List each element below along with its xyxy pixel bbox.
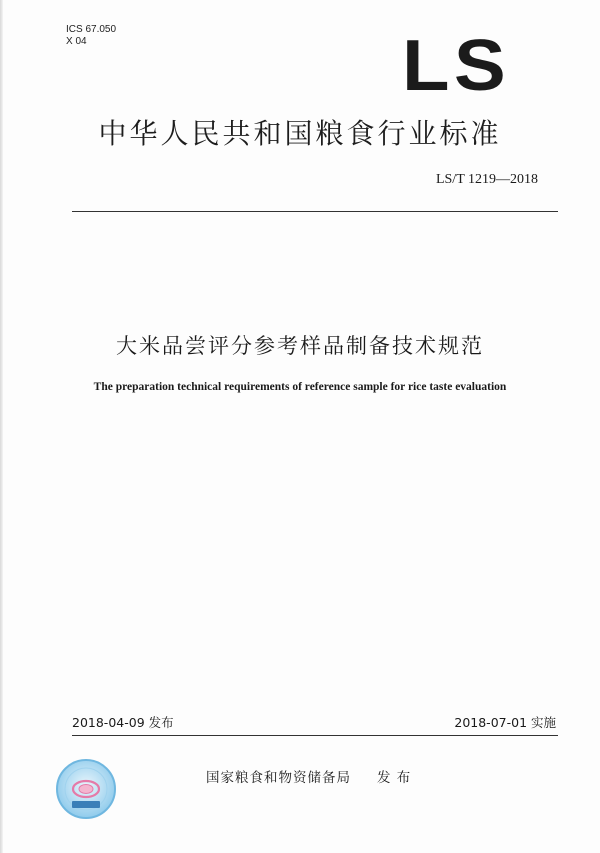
standard-number: LS/T 1219—2018 bbox=[435, 172, 538, 187]
classification-codes bbox=[66, 24, 116, 48]
ics-code: ICS 67.050 bbox=[66, 24, 117, 35]
document-title-chinese: 大米品尝评分参考样品制备技术规范 bbox=[116, 334, 484, 358]
issuer-action: 发 布 bbox=[377, 770, 412, 786]
issuer-line bbox=[206, 766, 411, 786]
implementation-date: 2018-07-01 实施 bbox=[454, 715, 556, 730]
ccs-code: X 04 bbox=[66, 36, 87, 47]
header-divider bbox=[72, 211, 558, 212]
issue-date: 2018-04-09 发布 bbox=[72, 715, 174, 730]
document-title-english: The preparation technical requirements of reference sample for rice taste evaluation bbox=[93, 381, 507, 393]
anti-counterfeit-seal-icon bbox=[55, 758, 117, 820]
issuer-name: 国家粮食和物资储备局 bbox=[206, 770, 351, 786]
ls-logo: LS bbox=[402, 26, 511, 106]
footer-divider bbox=[72, 735, 558, 736]
standard-category-title: 中华人民共和国粮食行业标准 bbox=[98, 117, 502, 150]
